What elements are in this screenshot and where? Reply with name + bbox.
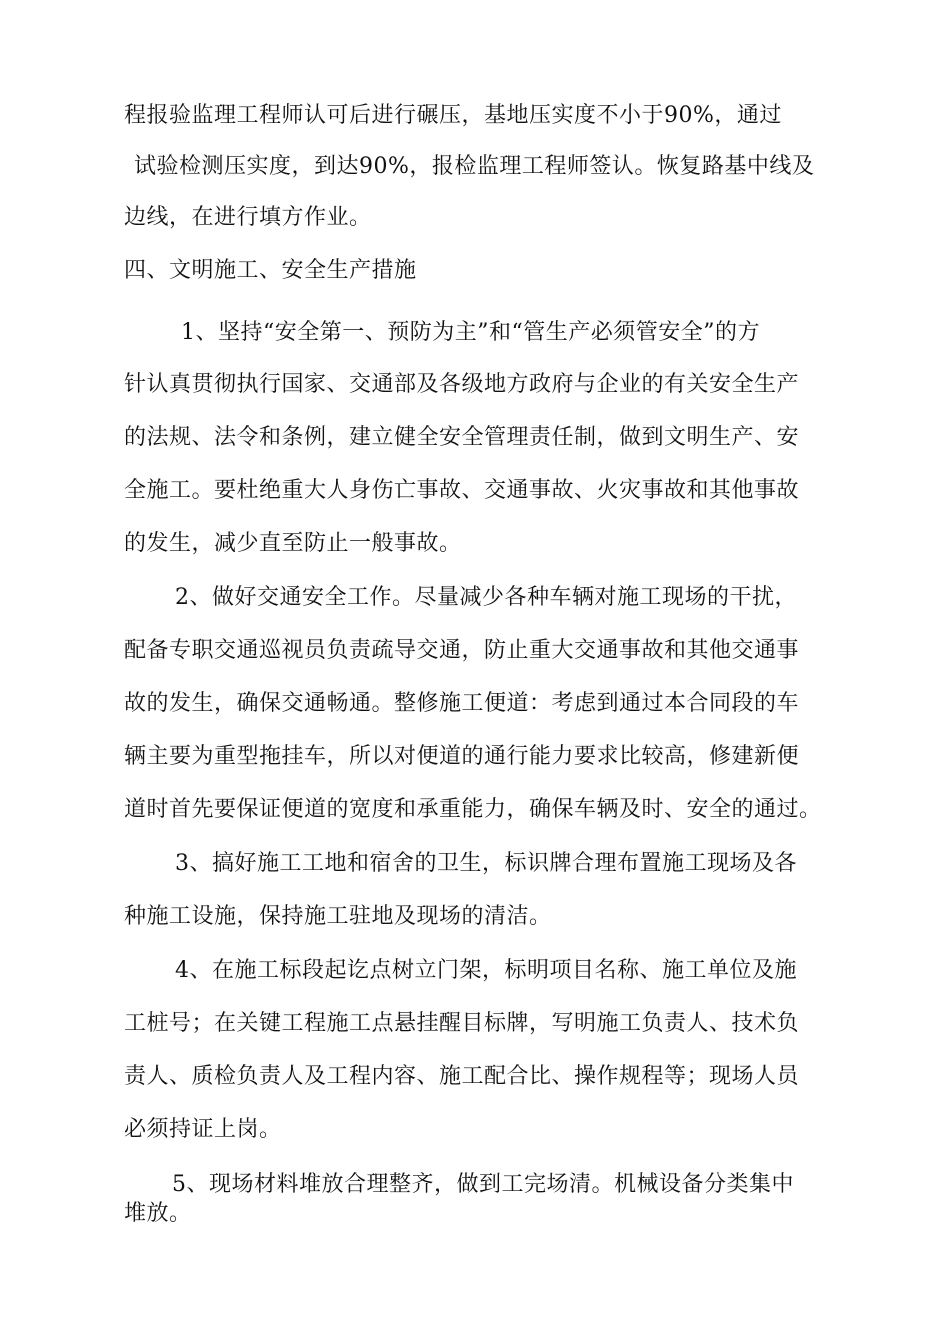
text-line: 全施工。要杜绝重大人身伤亡事故、交通事故、火灾事故和其他事故 [124,478,800,503]
text-line: 种施工设施，保持施工驻地及现场的清洁。 [124,904,552,929]
text-line: 的发生，减少直至防止一般事故。 [124,531,462,556]
text-line: 1、坚持“安全第一、预防为主”和“管生产必须管安全”的方 [181,320,760,345]
text-line: 必须持证上岗。 [124,1117,282,1142]
text-line: 5、现场材料堆放合理整齐，做到工完场清。机械设备分类集中 [172,1172,794,1197]
text-line: 故的发生，确保交通畅通。整修施工便道：考虑到通过本合同段的车 [124,691,800,716]
text-line: 配备专职交通巡视员负责疏导交通，防止重大交通事故和其他交通事 [124,638,800,663]
text-line: 堆放。 [124,1201,192,1226]
text-line: 工桩号；在关键工程施工点悬挂醒目标牌，写明施工负责人、技术负 [124,1011,800,1036]
text-line: 试验检测压实度，到达90%，报检监理工程师签认。恢复路基中线及 [134,154,815,179]
text-line: 的法规、法令和条例，建立健全安全管理责任制，做到文明生产、安 [124,425,800,450]
text-line: 针认真贯彻执行国家、交通部及各级地方政府与企业的有关安全生产 [124,372,800,397]
text-line: 辆主要为重型拖挂车，所以对便道的通行能力要求比较高，修建新便 [124,744,800,769]
text-line: 边线，在进行填方作业。 [124,205,372,230]
text-line: 程报验监理工程师认可后进行碾压，基地压实度不小于90%，通过 [124,103,782,128]
text-line: 4、在施工标段起讫点树立门架，标明项目名称、施工单位及施 [175,958,797,983]
text-line: 2、做好交通安全工作。尽量减少各种车辆对施工现场的干扰， [175,585,797,610]
section-heading: 四、文明施工、安全生产措施 [124,258,417,283]
text-line: 责人、质检负责人及工程内容、施工配合比、操作规程等；现场人员 [124,1064,800,1089]
text-line: 道时首先要保证便道的宽度和承重能力，确保车辆及时、安全的通过。 [124,797,822,822]
text-line: 3、搞好施工工地和宿舍的卫生，标识牌合理布置施工现场及各 [175,851,797,876]
